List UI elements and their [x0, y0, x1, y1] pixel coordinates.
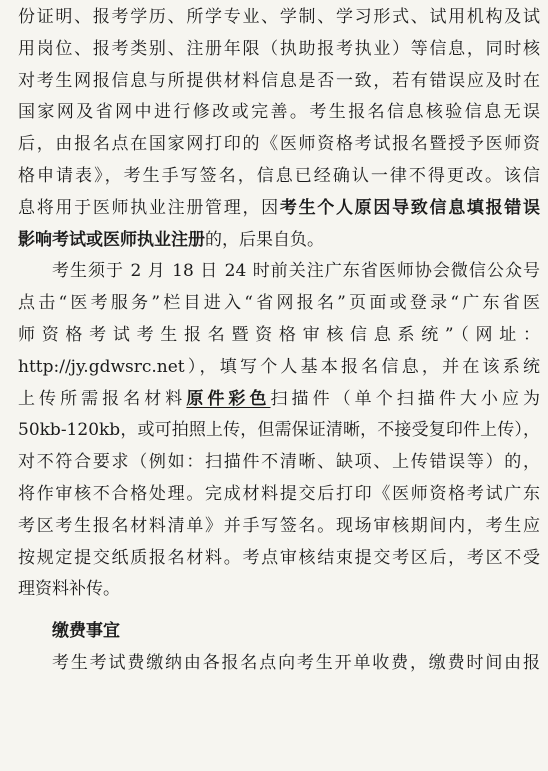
text-run: 息将用于医师执业注册管理，因 [18, 197, 280, 218]
paragraph-info-verification [18, 2, 540, 256]
text-line: 将作审核不合格处理。完成材料提交后打印《医师资格考试广东 [18, 483, 540, 504]
text-line [18, 225, 540, 257]
text-line-url: http://jy.gdwsrc.net），填写个人基本报名信息，并在该系统 [18, 356, 540, 377]
spacer [18, 606, 540, 616]
paragraph-online-registration [18, 256, 540, 606]
text-line: 后，由报名点在国家网打印的《医师资格考试报名暨授予医师资 [18, 134, 540, 155]
text-line: 对考生网报信息与所提供材料信息是否一致，若有错误应及时在 [18, 70, 540, 91]
text-line: 50kb-120kb，或可拍照上传，但需保证清晰，不接受复印件上传）， [18, 420, 540, 441]
underlined-emphasis-text: 原件彩色 [186, 388, 271, 409]
text-run: 上传所需报名材料 [18, 388, 187, 409]
text-line: 理资料补传。 [18, 579, 120, 600]
text-run: 扫描件（单个扫描件大小应为 [270, 388, 540, 409]
text-line: 对不符合要求（例如：扫描件不清晰、缺项、上传错误等）的， [18, 452, 540, 473]
text-line: 师资格考试考生报名暨资格审核信息系统”（网址： [18, 324, 540, 345]
bold-warning-text: 影响考试或医师执业注册 [18, 229, 205, 250]
paragraph-fees [18, 648, 540, 680]
text-line: 点击“医考服务”栏目进入“省网报名”页面或登录“广东省医 [18, 293, 540, 314]
text-line: 用岗位、报考类别、注册年限（执助报考执业）等信息，同时核 [18, 38, 540, 59]
text-line: 按规定提交纸质报名材料。考点审核结束提交考区后，考区不受 [18, 547, 540, 568]
bold-warning-text: 考生个人原因导致信息填报错误 [279, 197, 540, 218]
text-line: 份证明、报考学历、所学专业、学制、学习形式、试用机构及试 [18, 7, 540, 27]
text-line [18, 384, 540, 416]
text-line: 国家网及省网中进行修改或完善。考生报名信息核验信息无误 [18, 102, 540, 123]
text-run: 的，后果自负。 [205, 229, 324, 250]
section-heading: 缴费事宜 [52, 621, 120, 642]
text-line: 格申请表》，考生手写签名，信息已经确认一律不得更改。该信 [18, 165, 540, 186]
text-line: 考生考试费缴纳由各报名点向考生开单收费，缴费时间由报 [52, 652, 540, 673]
text-line [18, 193, 540, 225]
text-line: 考区考生报名材料清单》并手写签名。现场审核期间内，考生应 [18, 515, 540, 536]
text-line: 考生须于 2 月 18 日 24 时前关注广东省医师协会微信公众号 [52, 261, 540, 282]
